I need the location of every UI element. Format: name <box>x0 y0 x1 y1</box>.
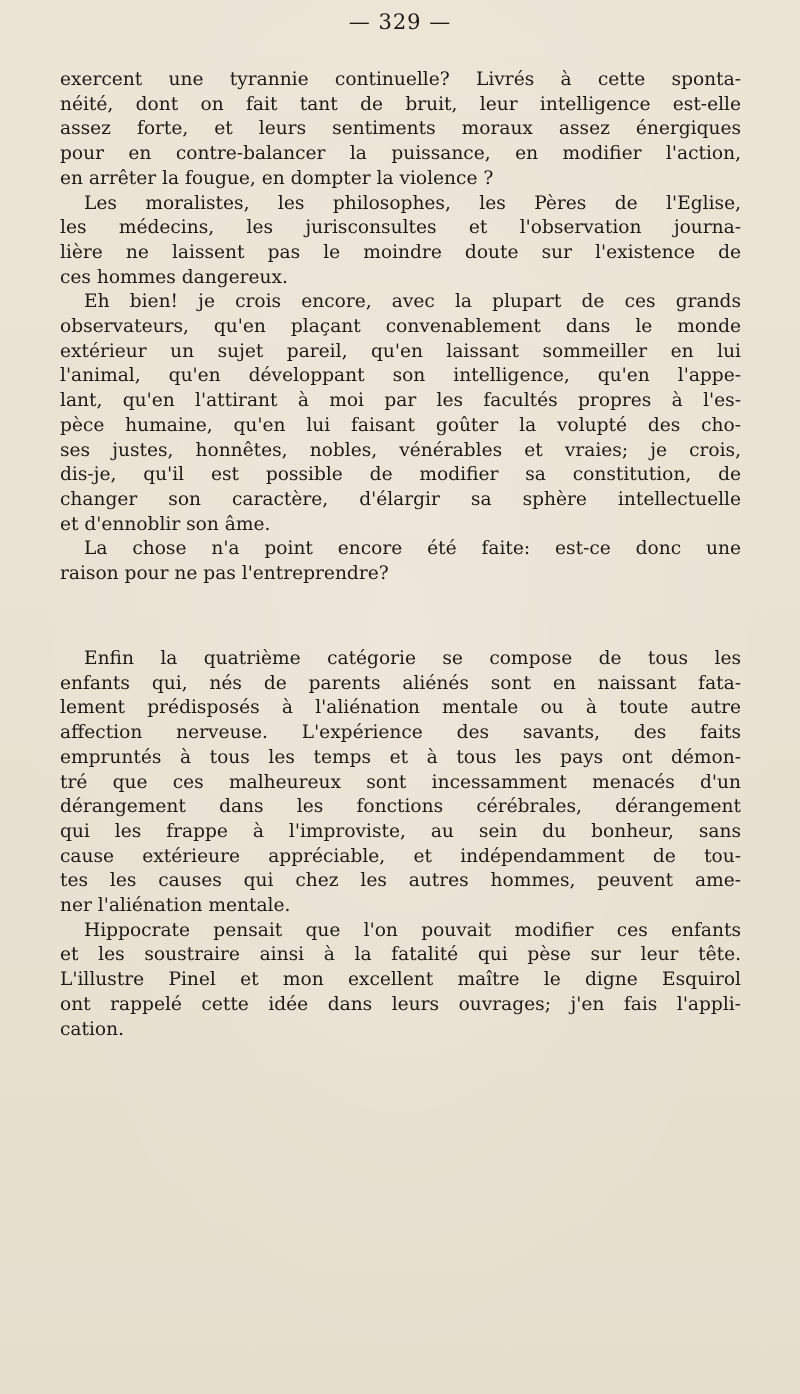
text-line: pour en contre-balancer la puissance, en modifier l'action, <box>60 143 741 165</box>
text-line: empruntés à tous les temps et à tous les pays ont démon- <box>60 746 741 768</box>
text-block-lower <box>60 647 741 1042</box>
text-line: tes les causes qui chez les autres hommes, peuvent ame- <box>60 870 741 892</box>
text-block-upper <box>60 68 741 587</box>
text-line: l'animal, qu'en développant son intelligence, qu'en l'appe- <box>60 365 741 387</box>
text-line: Eh bien! je crois encore, avec la plupart de ces grands <box>84 291 741 313</box>
text-line: ses justes, honnêtes, nobles, vénérables et vraies; je crois, <box>60 439 741 461</box>
text-line: dérangement dans les fonctions cérébrales, dérangement <box>60 796 741 818</box>
text-line: affection nerveuse. L'expérience des savants, des faits <box>60 722 741 744</box>
text-line: et les soustraire ainsi à la fatalité qui pèse sur leur tête. <box>60 944 741 966</box>
paragraph-2 <box>60 192 741 291</box>
text-line: dis-je, qu'il est possible de modifier sa constitution, de <box>60 464 741 486</box>
text-line: lement prédisposés à l'aliénation mentale ou à toute autre <box>60 697 741 719</box>
text-line: La chose n'a point encore été faite: est-ce donc une <box>84 538 741 560</box>
text-line: qui les frappe à l'improviste, au sein du bonheur, sans <box>60 820 741 842</box>
text-line: raison pour ne pas l'entreprendre? <box>60 563 389 585</box>
text-line: L'illustre Pinel et mon excellent maître le digne Esquirol <box>60 969 741 991</box>
paragraph-6 <box>60 919 741 1043</box>
text-line: Les moralistes, les philosophes, les Pères de l'Eglise, <box>84 192 741 214</box>
text-line: ont rappelé cette idée dans leurs ouvrages; j'en fais l'appli- <box>60 993 741 1015</box>
text-line: les médecins, les jurisconsultes et l'observation journa- <box>60 217 741 239</box>
text-line: enfants qui, nés de parents aliénés sont en naissant fata- <box>60 672 741 694</box>
text-line: Hippocrate pensait que l'on pouvait modifier ces enfants <box>84 919 741 941</box>
text-line: observateurs, qu'en plaçant convenablement dans le monde <box>60 316 741 338</box>
text-line: exercent une tyrannie continuelle? Livrés à cette sponta- <box>60 69 741 90</box>
text-line: pèce humaine, qu'en lui faisant goûter la volupté des cho- <box>60 414 741 436</box>
paragraph-4 <box>60 537 741 586</box>
text-line: lière ne laissent pas le moindre doute sur l'existence de <box>60 241 741 263</box>
text-line: changer son caractère, d'élargir sa sphère intellectuelle <box>60 488 741 510</box>
text-line: extérieur un sujet pareil, qu'en laissant sommeiller en lui <box>60 340 741 362</box>
text-line: cation. <box>60 1018 124 1040</box>
text-line: ner l'aliénation mentale. <box>60 895 291 917</box>
paragraph-3 <box>60 290 741 537</box>
text-line: Enfin la quatrième catégorie se compose de tous les <box>84 648 741 669</box>
text-line: lant, qu'en l'attirant à moi par les facultés propres à l'es- <box>60 390 741 412</box>
text-line: ces hommes dangereux. <box>60 266 288 288</box>
text-line: assez forte, et leurs sentiments moraux assez énergiques <box>60 118 741 140</box>
paragraph-5 <box>60 647 741 919</box>
text-line: tré que ces malheureux sont incessamment menacés d'un <box>60 771 741 793</box>
text-line: néité, dont on fait tant de bruit, leur intelligence est-elle <box>60 93 741 115</box>
text-line: en arrêter la fougue, en dompter la violence ? <box>60 167 494 189</box>
text-line: cause extérieure appréciable, et indépendamment de tou- <box>60 845 741 867</box>
paragraph-1 <box>60 68 741 192</box>
text-line: et d'ennoblir son âme. <box>60 513 271 535</box>
page-number: — 329 — <box>348 10 452 34</box>
